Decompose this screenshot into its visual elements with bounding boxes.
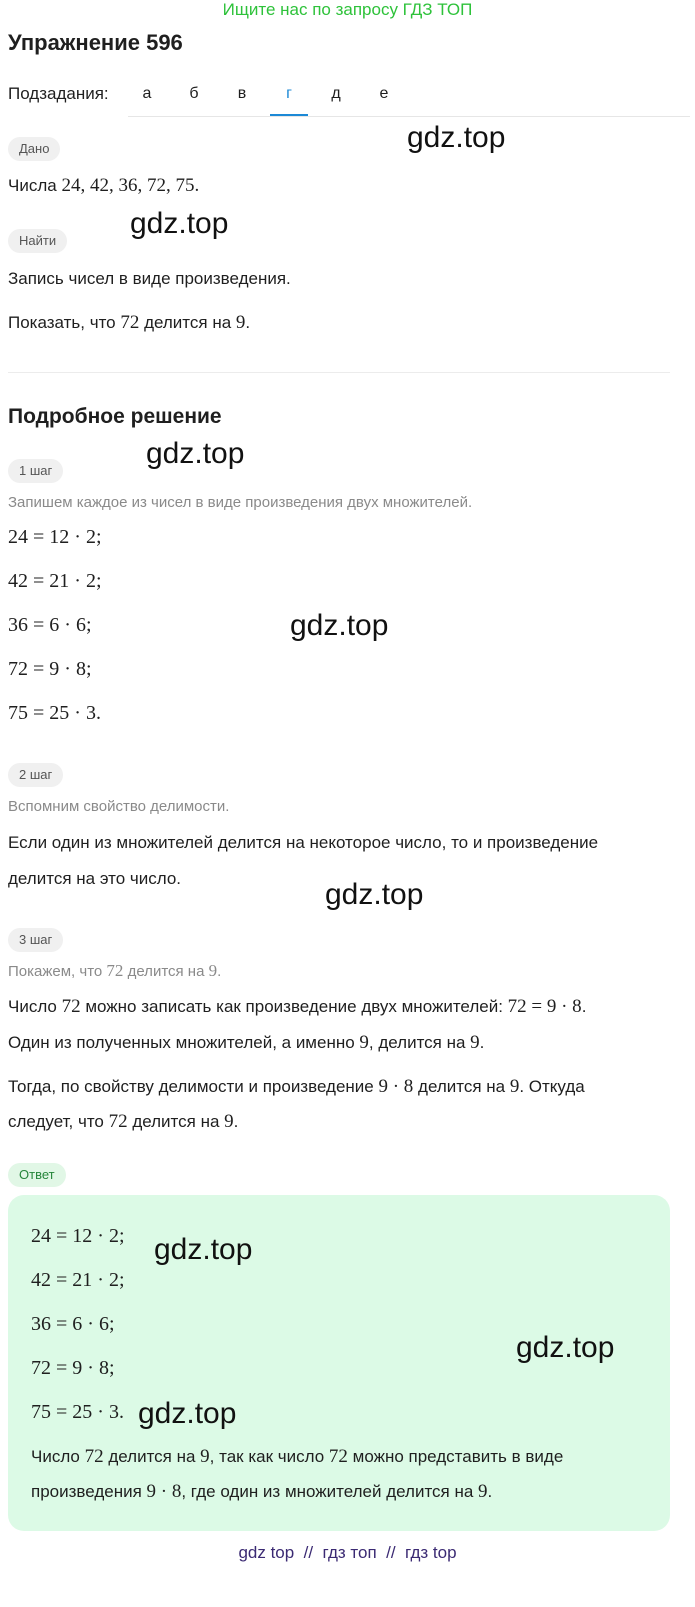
text-fragment: , так как число [209, 1447, 329, 1466]
answer-equation: 72 = 9 · 8; [31, 1357, 115, 1379]
math-fragment: 72 [61, 996, 81, 1017]
tab-g[interactable]: г [270, 74, 308, 116]
answer-equation: 36 = 6 · 6; [31, 1313, 115, 1335]
top-banner[interactable]: Ищите нас по запросу ГДЗ ТОП [222, 0, 473, 19]
equation: 75 = 25 · 3. [8, 702, 101, 724]
text-fragment: . [479, 1033, 485, 1052]
subtasks-label: Подзадания: [8, 84, 109, 103]
watermark: gdz.top [290, 609, 389, 642]
text-fragment: Один из полученных множителей, а именно [8, 1033, 360, 1052]
watermark: gdz.top [146, 437, 245, 470]
math-fragment: 72 = 9 · 8 [507, 996, 582, 1017]
given-badge: Дано [8, 137, 60, 161]
text-fragment: , где один из множителей делится на [181, 1482, 479, 1501]
answer-line-1 [31, 1446, 563, 1468]
text-fragment: Показать, что [8, 313, 121, 332]
given-numbers: 24, 42, 36, 72, 75. [61, 175, 200, 196]
tab-d[interactable]: д [331, 85, 341, 102]
watermark: gdz.top [407, 121, 506, 154]
text-fragment: . [245, 313, 251, 332]
text-fragment: следует, что [8, 1112, 109, 1131]
math-fragment: 9 · 8 [146, 1481, 182, 1502]
find-line-1: Запись чисел в виде произведения. [8, 269, 291, 288]
text-fragment: делится на [127, 1112, 225, 1131]
step-2-line-1: Если один из множителей делится на некоторое число, то и произведение [8, 833, 599, 852]
math-fragment: 9 [224, 1111, 234, 1132]
text-fragment: Тогда, по свойству делимости и произведение [8, 1077, 379, 1096]
step-3-line-3 [8, 1076, 585, 1098]
subtask-tabs [128, 74, 690, 117]
text-fragment: можно представить в виде [347, 1447, 564, 1466]
step-2-hint: Вспомним свойство делимости. [8, 798, 230, 815]
given-label: Числа [8, 176, 62, 195]
math-fragment: 9 [359, 1032, 369, 1053]
step-3-badge: 3 шаг [8, 928, 63, 952]
tab-e[interactable]: е [379, 85, 389, 102]
given-text [8, 175, 199, 197]
watermark: gdz.top [138, 1397, 237, 1430]
step-3-line-4 [8, 1111, 238, 1133]
text-fragment: Покажем, что [8, 963, 107, 980]
math-fragment: 9 · 8 [378, 1076, 414, 1097]
text-fragment: , делится на [368, 1033, 471, 1052]
watermark: gdz.top [130, 207, 229, 240]
text-fragment: делится на [123, 963, 209, 980]
math-fragment: 9 [509, 1076, 520, 1097]
watermark: gdz.top [154, 1233, 253, 1266]
text-fragment: делится на [139, 313, 236, 332]
text-fragment: . Откуда [519, 1077, 585, 1096]
solution-heading: Подробное решение [8, 405, 222, 428]
math-fragment: 9 [208, 961, 218, 980]
find-badge: Найти [8, 229, 67, 253]
step-3-hint [8, 961, 221, 981]
answer-equation: 75 = 25 · 3. [31, 1401, 124, 1423]
text-fragment: . [487, 1482, 493, 1501]
watermark: gdz.top [325, 878, 424, 911]
footer-links[interactable]: gdz top // гдз топ // гдз top [238, 1543, 457, 1562]
tab-a[interactable]: а [142, 85, 152, 102]
answer-badge: Ответ [8, 1163, 66, 1187]
text-fragment: делится на [103, 1447, 201, 1466]
text-fragment: произведения [31, 1482, 147, 1501]
step-2-line-2: делится на это число. [8, 869, 182, 888]
page-title: Упражнение 596 [8, 30, 183, 55]
text-fragment: . [217, 963, 222, 980]
text-fragment: можно записать как произведение двух множителей: [80, 997, 508, 1016]
section-divider [8, 372, 670, 373]
math-fragment: 9 [200, 1446, 210, 1467]
answer-equation: 24 = 12 · 2; [31, 1225, 125, 1247]
tab-v[interactable]: в [237, 85, 247, 102]
step-3-line-2 [8, 1032, 484, 1054]
step-1-hint: Запишем каждое из чисел в виде произведения двух множителей. [8, 494, 473, 511]
step-1-badge: 1 шаг [8, 459, 63, 483]
step-3-line-1 [8, 996, 586, 1018]
text-fragment: Число [8, 997, 62, 1016]
math-fragment: 72 [84, 1446, 104, 1467]
math-fragment: 72 [120, 312, 140, 333]
watermark: gdz.top [516, 1331, 615, 1364]
text-fragment: делится на [413, 1077, 510, 1096]
equation: 36 = 6 · 6; [8, 614, 92, 636]
math-fragment: 72 [328, 1446, 348, 1467]
find-line-2 [8, 312, 250, 334]
math-fragment: 9 [470, 1032, 480, 1053]
math-fragment: 72 [108, 1111, 128, 1132]
equation: 42 = 21 · 2; [8, 570, 102, 592]
text-fragment: Число [31, 1447, 85, 1466]
equation: 72 = 9 · 8; [8, 658, 92, 680]
equation: 24 = 12 · 2; [8, 526, 102, 548]
answer-line-2 [31, 1481, 492, 1503]
text-fragment: . [581, 997, 587, 1016]
tab-b[interactable]: б [189, 85, 199, 102]
answer-equation: 42 = 21 · 2; [31, 1269, 125, 1291]
step-2-badge: 2 шаг [8, 763, 63, 787]
math-fragment: 9 [235, 312, 246, 333]
text-fragment: . [233, 1112, 239, 1131]
math-fragment: 9 [478, 1481, 488, 1502]
math-fragment: 72 [106, 961, 124, 980]
